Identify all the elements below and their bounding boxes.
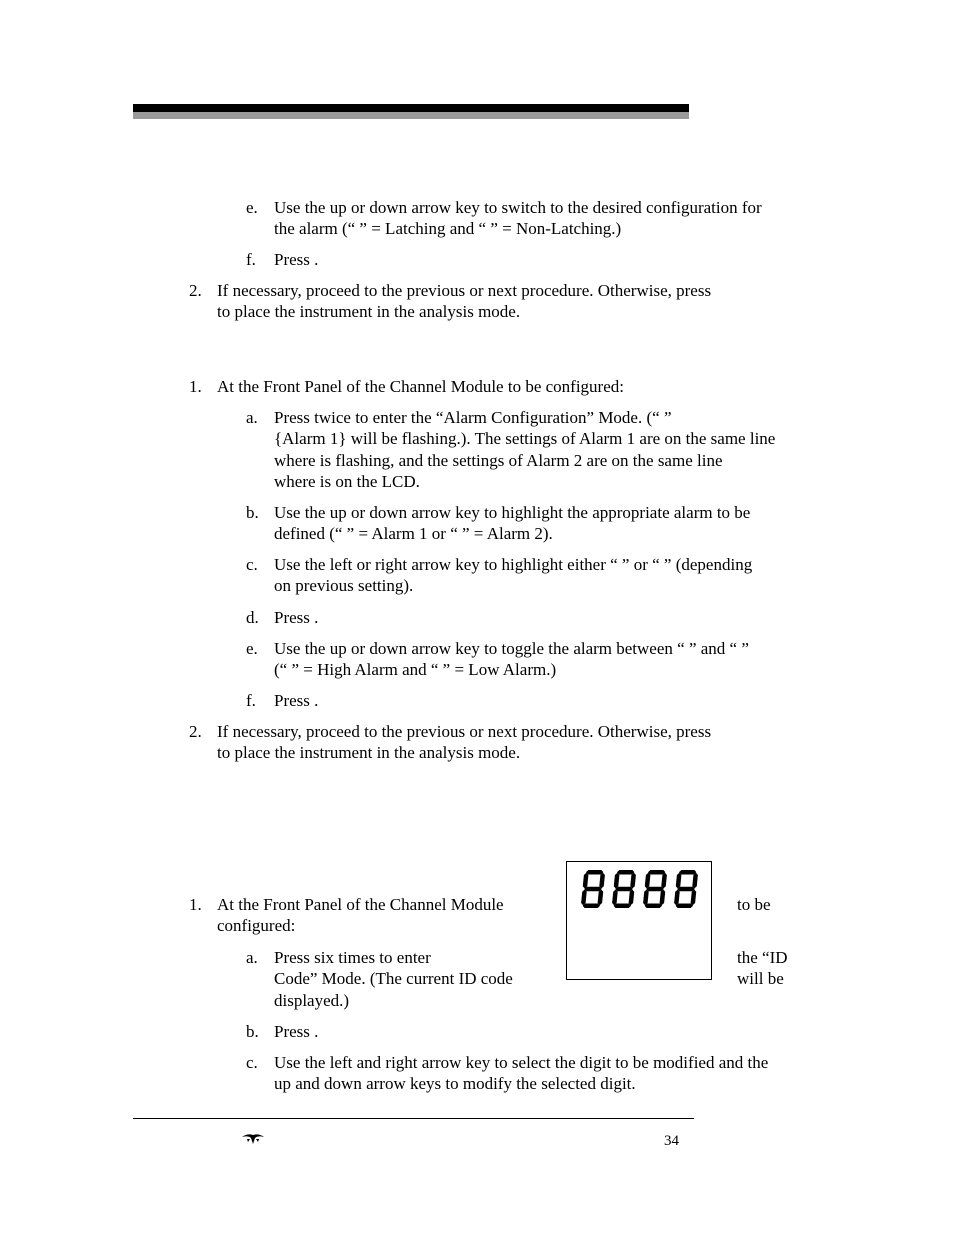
step-text: Code” Mode. (The current ID code bbox=[274, 969, 513, 988]
step-text: (“ ” = High Alarm and “ ” = Low Alarm.) bbox=[274, 660, 557, 679]
lcd-segment bbox=[661, 873, 667, 889]
step-marker: a. bbox=[246, 408, 258, 427]
step-marker: d. bbox=[246, 608, 259, 627]
lcd-segment bbox=[646, 887, 664, 892]
step-marker: 1. bbox=[189, 377, 202, 396]
header-rule-black bbox=[133, 104, 689, 112]
lcd-segment bbox=[584, 887, 602, 892]
step-text: Press . bbox=[274, 691, 319, 710]
step-marker: 1. bbox=[189, 895, 202, 914]
lcd-segment bbox=[629, 890, 635, 906]
step-text: to place the instrument in the analysis mode. bbox=[217, 743, 521, 762]
footer-rule bbox=[133, 1118, 694, 1119]
lcd-segment bbox=[679, 870, 697, 875]
lcd-segment bbox=[677, 887, 695, 892]
step-text: If necessary, proceed to the previous or next procedure. Otherwise, press bbox=[217, 281, 712, 300]
step-text: Use the up or down arrow key to highlight the appropriate alarm to be bbox=[274, 503, 751, 522]
lcd-segment bbox=[676, 904, 694, 909]
page-number: 34 bbox=[664, 1133, 679, 1149]
lcd-segment bbox=[581, 890, 587, 906]
lcd-segment bbox=[676, 873, 682, 889]
lcd-segment bbox=[614, 873, 620, 889]
lcd-segment bbox=[692, 873, 698, 889]
step-text: on previous setting). bbox=[274, 576, 414, 595]
step-text-right: to be bbox=[737, 895, 771, 914]
step-text: Use the up or down arrow key to switch to the desired configuration for bbox=[274, 198, 762, 217]
step-text: Press . bbox=[274, 608, 319, 627]
step-text: displayed.) bbox=[274, 991, 350, 1010]
step-marker: e. bbox=[246, 639, 258, 658]
step-marker: c. bbox=[246, 555, 258, 574]
step-text-right: the “ID bbox=[737, 948, 788, 967]
step-marker: b. bbox=[246, 1022, 259, 1041]
step-text: defined (“ ” = Alarm 1 or “ ” = Alarm 2). bbox=[274, 524, 553, 543]
step-marker: c. bbox=[246, 1053, 258, 1072]
step-text: Press . bbox=[274, 1022, 319, 1041]
lcd-segment bbox=[674, 890, 680, 906]
step-text: Use the left or right arrow key to highlight either “ ” or “ ” (depending bbox=[274, 555, 753, 574]
lcd-segment bbox=[643, 890, 649, 906]
step-marker: b. bbox=[246, 503, 259, 522]
step-text: the alarm (“ ” = Latching and “ ” = Non-Latching.) bbox=[274, 219, 622, 238]
step-text: Use the left and right arrow key to select the digit to be modified and the bbox=[274, 1053, 769, 1072]
step-text: {Alarm 1} will be flashing.). The settings of Alarm 1 are on the same line bbox=[274, 429, 776, 448]
step-marker: 2. bbox=[189, 281, 202, 300]
step-text: Use the up or down arrow key to toggle the alarm between “ ” and “ ” bbox=[274, 639, 749, 658]
teledyne-logo-icon bbox=[241, 1133, 265, 1145]
lcd-segment bbox=[614, 904, 632, 909]
lcd-segment bbox=[645, 904, 663, 909]
lcd-segment bbox=[615, 887, 633, 892]
step-text-right: will be bbox=[737, 969, 784, 988]
step-text: Press twice to enter the “Alarm Configuration” Mode. (“ ” bbox=[274, 408, 672, 427]
lcd-segment bbox=[691, 890, 697, 906]
lcd-segment bbox=[617, 870, 635, 875]
step-marker: f. bbox=[246, 250, 256, 269]
step-marker: f. bbox=[246, 691, 256, 710]
step-marker: a. bbox=[246, 948, 258, 967]
step-text: Press . bbox=[274, 250, 319, 269]
step-marker: e. bbox=[246, 198, 258, 217]
lcd-segment bbox=[660, 890, 666, 906]
step-text: At the Front Panel of the Channel Module bbox=[217, 895, 504, 914]
lcd-segment bbox=[612, 890, 618, 906]
lcd-segment bbox=[586, 870, 604, 875]
header-rule-gray bbox=[133, 112, 689, 119]
lcd-segment bbox=[583, 873, 589, 889]
step-text: Press six times to enter bbox=[274, 948, 431, 967]
step-text: to place the instrument in the analysis mode. bbox=[217, 302, 521, 321]
step-text: If necessary, proceed to the previous or next procedure. Otherwise, press bbox=[217, 722, 712, 741]
step-marker: 2. bbox=[189, 722, 202, 741]
lcd-segment bbox=[598, 890, 604, 906]
lcd-segment bbox=[645, 873, 651, 889]
lcd-segment bbox=[630, 873, 636, 889]
step-text: up and down arrow keys to modify the selected digit. bbox=[274, 1074, 636, 1093]
step-text: where is flashing, and the settings of Alarm 2 are on the same line bbox=[274, 451, 723, 470]
step-text: where is on the LCD. bbox=[274, 472, 420, 491]
step-text: At the Front Panel of the Channel Module to be configured: bbox=[217, 377, 624, 396]
lcd-digits-icon bbox=[580, 869, 706, 913]
step-text: configured: bbox=[217, 916, 296, 935]
lcd-segment bbox=[648, 870, 666, 875]
lcd-segment bbox=[599, 873, 605, 889]
lcd-segment bbox=[583, 904, 601, 909]
